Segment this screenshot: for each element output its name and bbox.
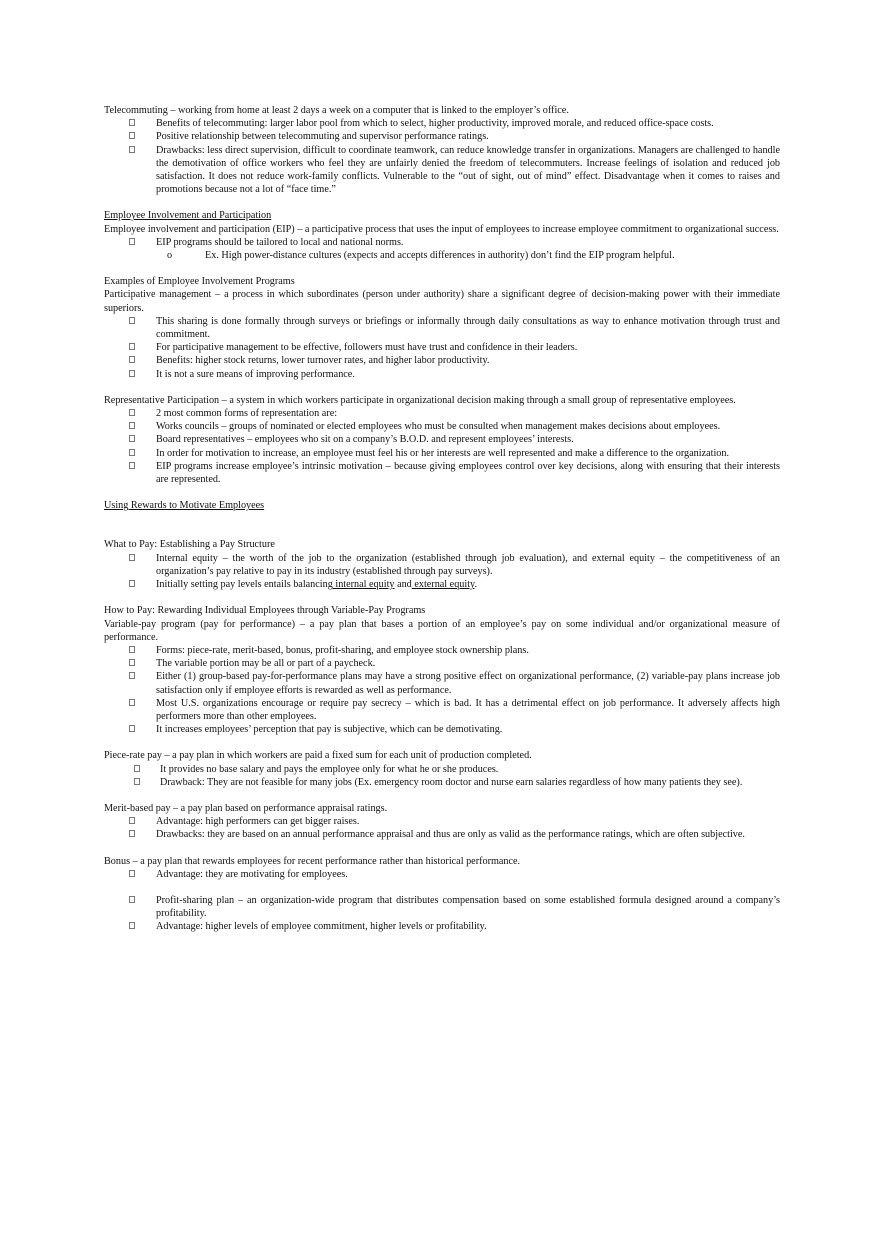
what-to-pay-heading: What to Pay: Establishing a Pay Structure [104, 539, 275, 551]
list-item: 2 most common forms of representation are: [104, 407, 780, 420]
list-item: Either (1) group-based pay-for-performance plans may have a strong positive effect on organizational performance, (2) variable-pay plans increase job satisfaction only if employee efforts is rewarded as well as performance. [104, 670, 780, 696]
bonus-definition: Bonus – a pay plan that rewards employees for recent performance rather than historical performance. [104, 855, 521, 867]
list-item: Forms: piece-rate, merit-based, bonus, profit-sharing, and employee stock ownership plans. [104, 644, 780, 657]
list-item: Advantage: higher levels of employee commitment, higher levels or profitability. [104, 920, 780, 933]
list-item: EIP programs increase employee’s intrinsic motivation – because giving employees control over key decisions, along with ensuring that their interests are represented. [104, 460, 780, 486]
list-item: For participative management to be effective, followers must have trust and confidence in their leaders. [104, 341, 780, 354]
rewards-heading: Using Rewards to Motivate Employees [104, 500, 265, 512]
bullet-box-icon [129, 580, 135, 587]
bullet-box-icon [129, 435, 135, 442]
list-item: Benefits of telecommuting: larger labor pool from which to select, higher productivity, improved morale, and reduced office-space costs. [104, 117, 780, 130]
how-to-pay-heading: How to Pay: Rewarding Individual Employees through Variable-Pay Programs [104, 605, 426, 617]
bullet-box-icon [129, 659, 135, 666]
bullet-box-icon [129, 672, 135, 679]
bullet-box-icon [129, 422, 135, 429]
examples-bullets [104, 315, 780, 381]
representative-definition: Representative Participation – a system in which workers participate in organizational decision making through a small group of representative employees. [104, 394, 736, 406]
bonus-bullets [104, 868, 780, 881]
bullet-box-icon [129, 317, 135, 324]
list-item: Board representatives – employees who sit on a company’s B.O.D. and represent employees’ interests. [104, 433, 780, 446]
list-item: Internal equity – the worth of the job to the organization (established through job evaluation), and external equity – the competitiveness of an organization’s pay relative to pay in its industry (established through pay surveys). [104, 552, 780, 578]
list-item: The variable portion may be all or part of a paycheck. [104, 657, 780, 670]
what-to-pay-bullets [104, 552, 780, 592]
how-to-pay-bullets [104, 644, 780, 736]
bullet-box-icon [129, 922, 135, 929]
list-item: It increases employees’ perception that pay is subjective, which can be demotivating. [104, 723, 780, 736]
document-page [104, 104, 780, 934]
list-item: Advantage: they are motivating for employees. [104, 868, 780, 881]
bullet-box-icon [129, 132, 135, 139]
list-item: It is not a sure means of improving performance. [104, 368, 780, 381]
list-item: In order for motivation to increase, an employee must feel his or her interests are well represented and make a difference to the organization. [104, 447, 780, 460]
bullet-box-icon [129, 462, 135, 469]
telecommuting-intro: Telecommuting – working from home at least 2 days a week on a computer that is linked to the employer’s office. [104, 105, 569, 116]
bullet-box-icon [129, 699, 135, 706]
participative-definition: Participative management – a process in which subordinates (person under authority) share a significant degree of decision-making power with their immediate superiors. [104, 289, 780, 314]
list-item: Advantage: high performers can get bigger raises. [104, 815, 780, 828]
eip-bullets [104, 236, 780, 262]
eip-heading: Employee Involvement and Participation [104, 210, 272, 222]
bullet-box-icon [129, 870, 135, 877]
bullet-box-icon [129, 554, 135, 561]
list-item: Profit-sharing plan – an organization-wide program that distributes compensation based on some established formula designed around a company’s profitability. [104, 894, 780, 920]
merit-bullets [104, 815, 780, 841]
sub-bullet-marker: o [167, 250, 173, 262]
bullet-box-icon [129, 370, 135, 377]
eip-definition: Employee involvement and participation (EIP) – a participative process that uses the input of employees to increase employee commitment to organizational success. [104, 223, 779, 235]
bullet-box-icon [129, 725, 135, 732]
bullet-box-icon [134, 778, 140, 785]
bullet-box-icon [134, 765, 140, 772]
bullet-box-icon [129, 409, 135, 416]
piece-rate-bullets [104, 763, 780, 789]
bullet-box-icon [129, 896, 135, 903]
bullet-box-icon [129, 646, 135, 653]
list-item: Drawbacks: less direct supervision, difficult to coordinate teamwork, can reduce knowledge transfer in organizations. Managers are challenged to handle the demotivation of office workers who feel they are unfairly denied the freedom of telecommuters. Increase feelings of isolation and reduced job satisfaction. It does not reduce work-family conflicts. Vulnerable to the “out of sight, out of mind” effect. Disadvantage when it comes to raises and promotions because not a lot of “face time.” [104, 144, 780, 197]
bullet-box-icon [129, 119, 135, 126]
list-item: EIP programs should be tailored to local and national norms. [104, 236, 780, 249]
bullet-box-icon [129, 146, 135, 153]
list-item: Drawbacks: they are based on an annual performance appraisal and thus are only as valid as the performance ratings, which are often subjective. [104, 828, 780, 841]
bullet-box-icon [129, 238, 135, 245]
external-equity-link[interactable]: external equity [411, 579, 475, 591]
telecommuting-bullets [104, 117, 780, 196]
list-item: Positive relationship between telecommuting and supervisor performance ratings. [104, 130, 780, 143]
list-item: Most U.S. organizations encourage or require pay secrecy – which is bad. It has a detrimental effect on job performance. It adversely affects high performers more than other employees. [104, 697, 780, 723]
internal-equity-link[interactable]: internal equity [332, 579, 395, 591]
representative-bullets [104, 407, 780, 486]
variable-pay-definition: Variable-pay program (pay for performance) – a pay plan that bases a portion of an employee’s pay on some individual and/or organizational measure of performance. [104, 618, 780, 643]
list-item: Works councils – groups of nominated or elected employees who must be consulted when management makes decisions about employees. [104, 420, 780, 433]
list-item: It provides no base salary and pays the employee only for what he or she produces. [104, 763, 780, 776]
bullet-box-icon [129, 817, 135, 824]
profit-sharing-bullets [104, 894, 780, 934]
merit-definition: Merit-based pay – a pay plan based on performance appraisal ratings. [104, 802, 388, 814]
list-item: Initially setting pay levels entails balancing internal equity and external equity. [104, 578, 780, 591]
sub-list-item: o Ex. High power-distance cultures (expects and accepts differences in authority) don’t find the EIP program helpful. [167, 250, 675, 262]
bullet-box-icon [129, 449, 135, 456]
examples-heading: Examples of Employee Involvement Programs [104, 276, 295, 288]
bullet-box-icon [129, 343, 135, 350]
bullet-box-icon [129, 356, 135, 363]
bullet-box-icon [129, 830, 135, 837]
list-item: This sharing is done formally through surveys or briefings or informally through daily consultations as way to enhance motivation through trust and commitment. [104, 315, 780, 341]
piece-rate-definition: Piece-rate pay – a pay plan in which workers are paid a fixed sum for each unit of production completed. [104, 750, 532, 762]
list-item: Benefits: higher stock returns, lower turnover rates, and higher labor productivity. [104, 354, 780, 367]
list-item: Drawback: They are not feasible for many jobs (Ex. emergency room doctor and nurse earn salaries regardless of how many patients they see). [104, 776, 780, 789]
